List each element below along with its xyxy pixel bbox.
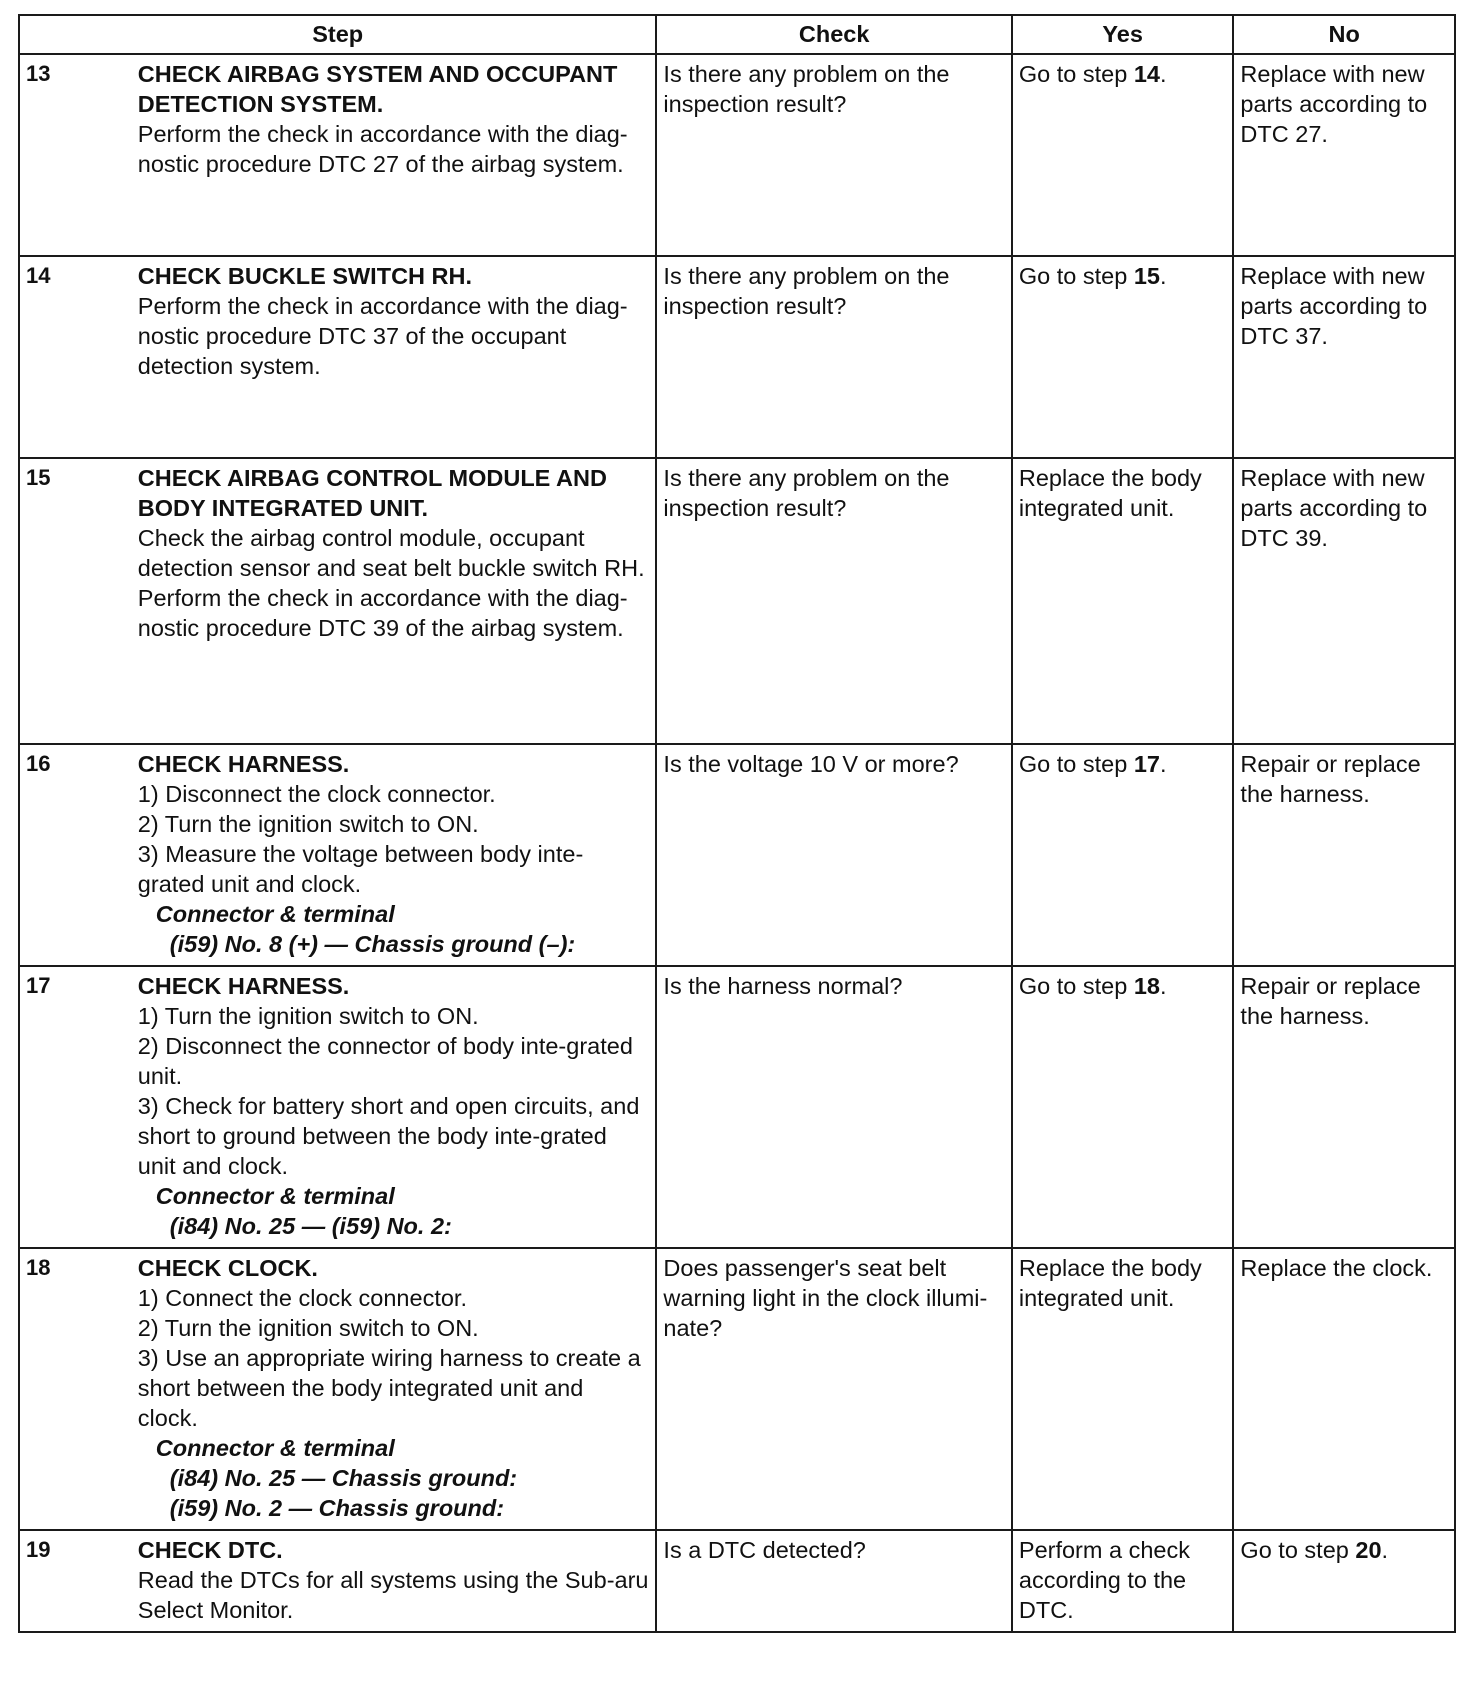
yes-action: Replace the body integrated unit.: [1012, 458, 1234, 744]
yes-action: Replace the body integrated unit.: [1012, 1248, 1234, 1530]
step-title: CHECK HARNESS.: [137, 973, 350, 999]
step-description: [134, 744, 657, 966]
step-instruction: Perform the check in accordance with the diag-nostic procedure DTC 37 of the occupant detection system.: [137, 293, 628, 379]
step-description: [134, 966, 657, 1248]
step-instruction: 2) Disconnect the connector of body inte-grated unit.: [137, 1033, 633, 1089]
step-description: [134, 1530, 657, 1632]
connector-terminal-label: Connector & terminal: [155, 901, 395, 927]
connector-terminal-spec: (i84) No. 25 — Chassis ground:: [169, 1465, 518, 1491]
yes-action: Go to step 14.: [1012, 54, 1234, 256]
connector-terminal-spec: (i59) No. 2 — Chassis ground:: [169, 1495, 505, 1521]
step-number: 17: [19, 966, 134, 1248]
no-action: Replace with new parts according to DTC 27.: [1233, 54, 1455, 256]
no-action: Replace with new parts according to DTC 37.: [1233, 256, 1455, 458]
diagnostic-steps-table: [18, 14, 1456, 1633]
header-no: No: [1233, 15, 1455, 54]
step-title: CHECK HARNESS.: [137, 751, 350, 777]
table-row: [19, 966, 1455, 1248]
check-question: Is there any problem on the inspection result?: [656, 256, 1011, 458]
step-instruction: 1) Disconnect the clock connector.: [137, 781, 496, 807]
step-description: [134, 54, 657, 256]
connector-terminal-spec: (i84) No. 25 — (i59) No. 2:: [169, 1213, 452, 1239]
step-title: CHECK BUCKLE SWITCH RH.: [137, 263, 473, 289]
table-row: [19, 744, 1455, 966]
check-question: Is there any problem on the inspection result?: [656, 458, 1011, 744]
yes-action: Go to step 17.: [1012, 744, 1234, 966]
step-instruction: 3) Use an appropriate wiring harness to create a short between the body integrated unit and clock.: [137, 1345, 641, 1431]
step-number: 15: [19, 458, 134, 744]
step-description: [134, 256, 657, 458]
step-instruction: 3) Check for battery short and open circuits, and short to ground between the body inte-grated unit and clock.: [137, 1093, 640, 1179]
table-header-row: [19, 15, 1455, 54]
header-check: Check: [656, 15, 1011, 54]
connector-terminal-label: Connector & terminal: [155, 1183, 395, 1209]
step-title: CHECK CLOCK.: [137, 1255, 318, 1281]
header-step: Step: [19, 15, 656, 54]
step-title: CHECK DTC.: [137, 1537, 283, 1563]
connector-terminal-label: Connector & terminal: [155, 1435, 395, 1461]
step-title: CHECK AIRBAG CONTROL MODULE AND BODY INTEGRATED UNIT.: [137, 465, 607, 521]
check-question: Is a DTC detected?: [656, 1530, 1011, 1632]
yes-step-target: 17: [1133, 751, 1160, 777]
yes-step-target: 18: [1133, 973, 1160, 999]
yes-step-target: 14: [1133, 61, 1160, 87]
check-question: Is the voltage 10 V or more?: [656, 744, 1011, 966]
step-instruction: 1) Turn the ignition switch to ON.: [137, 1003, 479, 1029]
table-row: [19, 1248, 1455, 1530]
no-step-target: 20: [1355, 1537, 1382, 1563]
header-yes: Yes: [1012, 15, 1234, 54]
step-instruction: Perform the check in accordance with the diag-nostic procedure DTC 39 of the airbag system.: [137, 585, 628, 641]
step-instruction: Read the DTCs for all systems using the Sub-aru Select Monitor.: [137, 1567, 649, 1623]
table-body: [19, 54, 1455, 1632]
yes-action: Go to step 15.: [1012, 256, 1234, 458]
step-instruction: 2) Turn the ignition switch to ON.: [137, 1315, 479, 1341]
step-number: 13: [19, 54, 134, 256]
step-instruction: Perform the check in accordance with the diag-nostic procedure DTC 27 of the airbag system.: [137, 121, 628, 177]
table-row: [19, 1530, 1455, 1632]
table-row: [19, 256, 1455, 458]
step-instruction: 1) Connect the clock connector.: [137, 1285, 467, 1311]
step-number: 16: [19, 744, 134, 966]
yes-action: Go to step 18.: [1012, 966, 1234, 1248]
no-action: Replace the clock.: [1233, 1248, 1455, 1530]
step-description: [134, 1248, 657, 1530]
check-question: Does passenger's seat belt warning light in the clock illumi-nate?: [656, 1248, 1011, 1530]
step-instruction: 2) Turn the ignition switch to ON.: [137, 811, 479, 837]
step-instruction: 3) Measure the voltage between body inte-grated unit and clock.: [137, 841, 584, 897]
step-number: 18: [19, 1248, 134, 1530]
step-instruction: Check the airbag control module, occupant detection sensor and seat belt buckle switch RH.: [137, 525, 645, 581]
step-number: 19: [19, 1530, 134, 1632]
step-title: CHECK AIRBAG SYSTEM AND OCCUPANT DETECTION SYSTEM.: [137, 61, 618, 117]
no-action: Replace with new parts according to DTC 39.: [1233, 458, 1455, 744]
no-action: Go to step 20.: [1233, 1530, 1455, 1632]
no-action: Repair or replace the harness.: [1233, 744, 1455, 966]
check-question: Is the harness normal?: [656, 966, 1011, 1248]
yes-step-target: 15: [1133, 263, 1160, 289]
table-row: [19, 54, 1455, 256]
step-number: 14: [19, 256, 134, 458]
check-question: Is there any problem on the inspection result?: [656, 54, 1011, 256]
table-row: [19, 458, 1455, 744]
no-action: Repair or replace the harness.: [1233, 966, 1455, 1248]
connector-terminal-spec: (i59) No. 8 (+) — Chassis ground (–):: [169, 931, 576, 957]
diagnostic-table-page: [18, 14, 1456, 1633]
step-description: [134, 458, 657, 744]
yes-action: Perform a check according to the DTC.: [1012, 1530, 1234, 1632]
